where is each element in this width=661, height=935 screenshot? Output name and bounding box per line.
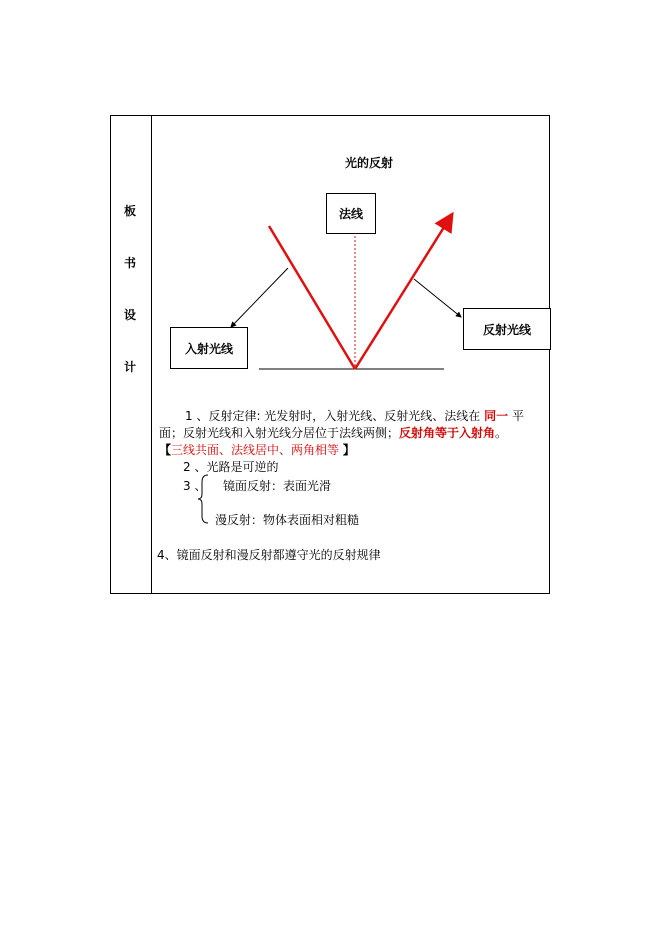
incident-label-box (170, 327, 248, 369)
point-1-bracket-open: 【 (159, 443, 172, 457)
diagram-title: 光的反射 (345, 156, 394, 170)
reflected-pointer-arrow (414, 279, 461, 317)
point-3-diffuse: 漫反射：物体表面相对粗糙 (215, 513, 360, 527)
incident-pointer-arrow (231, 268, 288, 327)
point-2: 2 、光路是可逆的 (183, 460, 279, 474)
point-4: 4、镜面反射和漫反射都遵守光的反射规律 (157, 548, 381, 562)
side-label-char-4: 计 (124, 360, 137, 374)
point-1-line-2-red: 反射角等于入射角 (399, 426, 496, 440)
point-1-red-same: 同一 (484, 409, 509, 423)
incident-ray (269, 226, 355, 369)
incident-label: 入射光线 (184, 341, 233, 356)
point-1-text-b: 平 (511, 409, 524, 423)
side-label-char-1: 板 (124, 204, 137, 218)
reflected-label-box (463, 308, 551, 350)
point-1-line-2 (159, 424, 507, 441)
point-1-text-a: 1 、反射定律: 光发射时，入射光线、反射光线、法线在 (185, 409, 481, 423)
point-1-line-1 (185, 407, 524, 424)
normal-label-box (326, 193, 376, 234)
brace-icon (197, 474, 211, 524)
point-3-specular: 镜面反射：表面光滑 (223, 479, 332, 493)
reflected-label: 反射光线 (482, 322, 531, 337)
point-3-number: 3 、 (183, 479, 207, 493)
side-label-char-2: 书 (124, 256, 137, 270)
point-1-line-2-text: 面；反射光线和入射光线分居位于法线两侧； (159, 426, 400, 440)
side-label-char-3: 设 (124, 308, 137, 322)
point-1-line-3 (159, 441, 355, 458)
board-design-table (110, 115, 550, 594)
point-1-bracket-close: 】 (342, 443, 355, 457)
reflected-ray (355, 216, 451, 369)
point-1-summary: 三线共面、法线居中、两角相等 (171, 443, 340, 457)
point-1-line-2-end: 。 (495, 426, 508, 440)
normal-label: 法线 (338, 207, 363, 221)
